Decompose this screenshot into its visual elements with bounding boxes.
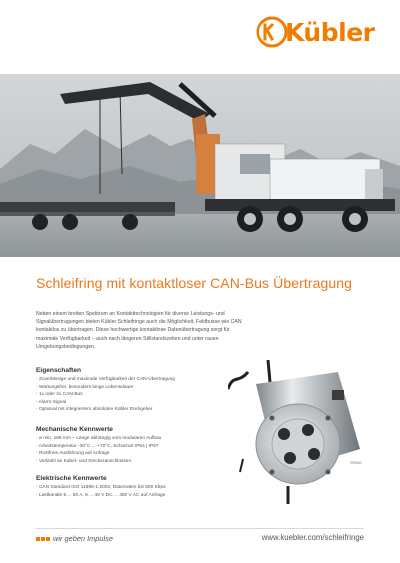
- list-item: - ø min. 166 mm – Länge abhängig vom modularen Aufbau: [36, 435, 256, 443]
- section-title: Eigenschaften: [36, 367, 82, 374]
- slogan-squares-icon: [36, 537, 50, 541]
- slip-ring-product-photo: [228, 354, 368, 504]
- kuebler-logo: [256, 14, 376, 50]
- product-code: SR060: [350, 461, 362, 465]
- page-title: Schleifring mit kontaktloser CAN-Bus Übertragung: [36, 275, 353, 291]
- footer-url-link[interactable]: www.kuebler.com/schleifringe: [261, 533, 364, 542]
- intro-paragraph: Neben einem breiten Spektrum an Kontakttechnologien für diverse Leistungs- und Signalübertragungen bieten Kübler Schleifringe auch die Möglichkeit, Feldbusse wie CAN kontaktlos zu übertragen. Diese hochwertige kontaktlose Datenübertragung sorgt für maximale Verfügbarkeit – auch nach längeren Stillstandszeiten und unter rauen Umgebungsbedingungen.: [36, 311, 242, 350]
- brand-name: Kübler: [285, 17, 375, 47]
- list-item: - Arbeitstemperatur -30°C ... +70°C, Schutzart IP64 | IP67: [36, 443, 256, 451]
- section-mechanische-kennwerte: [36, 426, 256, 465]
- list-item: - Zuverlässige und maximale Verfügbarkeit der CAN-Übertragung: [36, 376, 256, 384]
- list-item: - Wartungsfrei, besonders lange Lebensdauer: [36, 384, 256, 392]
- list-item: - Optional mit integriertem absoluten Kübler Drehgeber: [36, 406, 256, 414]
- kuebler-logo-icon: [256, 16, 288, 48]
- section-title: Elektrische Kennwerte: [36, 475, 107, 482]
- list-item: - Lastkanäle 6 ... 50 A, 8 ... 48 V DC ... 400 V AC auf Anfrage: [36, 492, 256, 500]
- list-item: - Alarm-Signal: [36, 399, 256, 407]
- section-title: Mechanische Kennwerte: [36, 426, 113, 433]
- list-item: - CAN Standard ISO 11898-1:2003, Datenraten bis 500 Kbps: [36, 484, 256, 492]
- section-elektrische-kennwerte: [36, 475, 256, 499]
- footer-divider: [36, 528, 364, 529]
- slogan-text: wir geben Impulse: [53, 534, 113, 543]
- hero-photo: [0, 74, 400, 257]
- section-eigenschaften: [36, 367, 256, 414]
- list-item: - 1x oder 2x CAN-Bus: [36, 391, 256, 399]
- list-item: - Vielzahl an Kabel- und Steckeranschlüssen: [36, 458, 256, 466]
- list-item: - Rostfreie Ausführung auf Anfrage: [36, 450, 256, 458]
- footer-slogan: [36, 534, 113, 543]
